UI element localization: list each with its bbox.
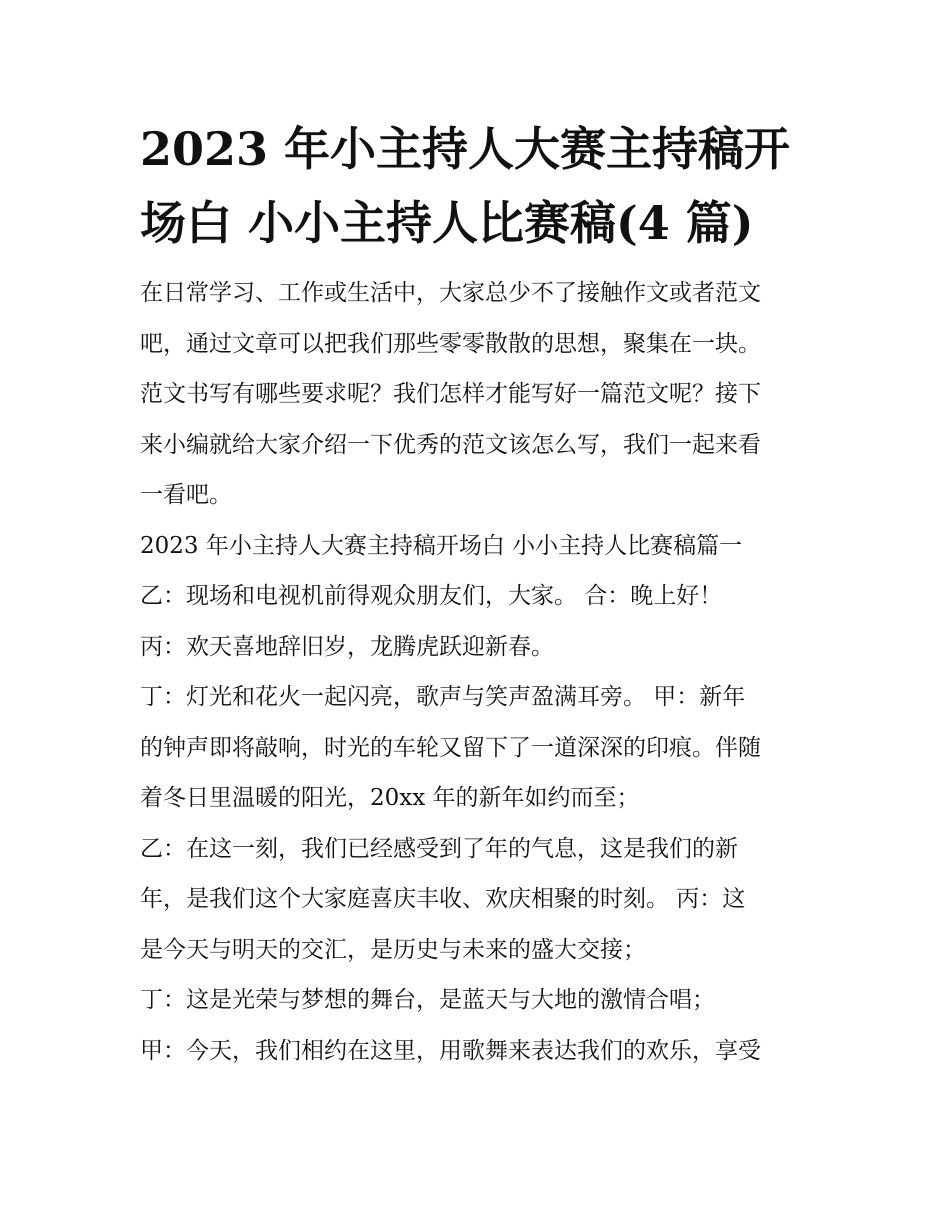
body-line-15: 丁：这是光荣与梦想的舞台，是蓝天与大地的激情合唱； (140, 987, 715, 1013)
body-line-7: 乙：现场和电视机前得观众朋友们，大家。 合：晚上好！ (140, 583, 723, 609)
body-line-10: 的钟声即将敲响，时光的车轮又留下了一道深深的印痕。伴随 (140, 734, 761, 761)
body-line-1: 在日常学习、工作或生活中，大家总少不了接触作文或者范文 (140, 280, 761, 306)
title-line-1: 2023 年小主持人大赛主持稿开 (140, 122, 791, 176)
body-line-12: 乙：在这一刻，我们已经感受到了年的气息，这是我们的新 (140, 835, 738, 862)
body-line-16: 甲：今天，我们相约在这里，用歌舞来表达我们的欢乐，享受 (140, 1037, 761, 1064)
body-line-3: 范文书写有哪些要求呢？我们怎样才能写好一篇范文呢？接下 (140, 381, 761, 407)
body-line-14: 是今天与明天的交汇，是历史与未来的盛大交接； (140, 936, 646, 963)
body-line-9: 丁：灯光和花火一起闪亮，歌声与笑声盈满耳旁。 甲：新年 (140, 684, 746, 710)
body-line-8: 丙：欢天喜地辞旧岁，龙腾虎跃迎新春。 (140, 633, 554, 660)
document-page (140, 112, 820, 1076)
body-line-5: 一看吧。 (140, 482, 232, 508)
body-line-11: 着冬日里温暖的阳光，20xx 年的新年如约而至； (140, 785, 640, 811)
document-title (140, 112, 820, 260)
body-line-4: 来小编就给大家介绍一下优秀的范文该怎么写，我们一起来看 (140, 431, 761, 458)
section-heading-1: 2023 年小主持人大赛主持稿开场白 小小主持人比赛稿篇一 (140, 532, 743, 559)
document-body (140, 268, 820, 1076)
title-line-2: 场白 小小主持人比赛稿(4 篇) (140, 196, 754, 250)
body-line-13: 年，是我们这个大家庭喜庆丰收、欢庆相聚的时刻。 丙：这 (140, 886, 746, 912)
body-line-2: 吧，通过文章可以把我们那些零零散散的思想，聚集在一块。 (140, 330, 761, 357)
